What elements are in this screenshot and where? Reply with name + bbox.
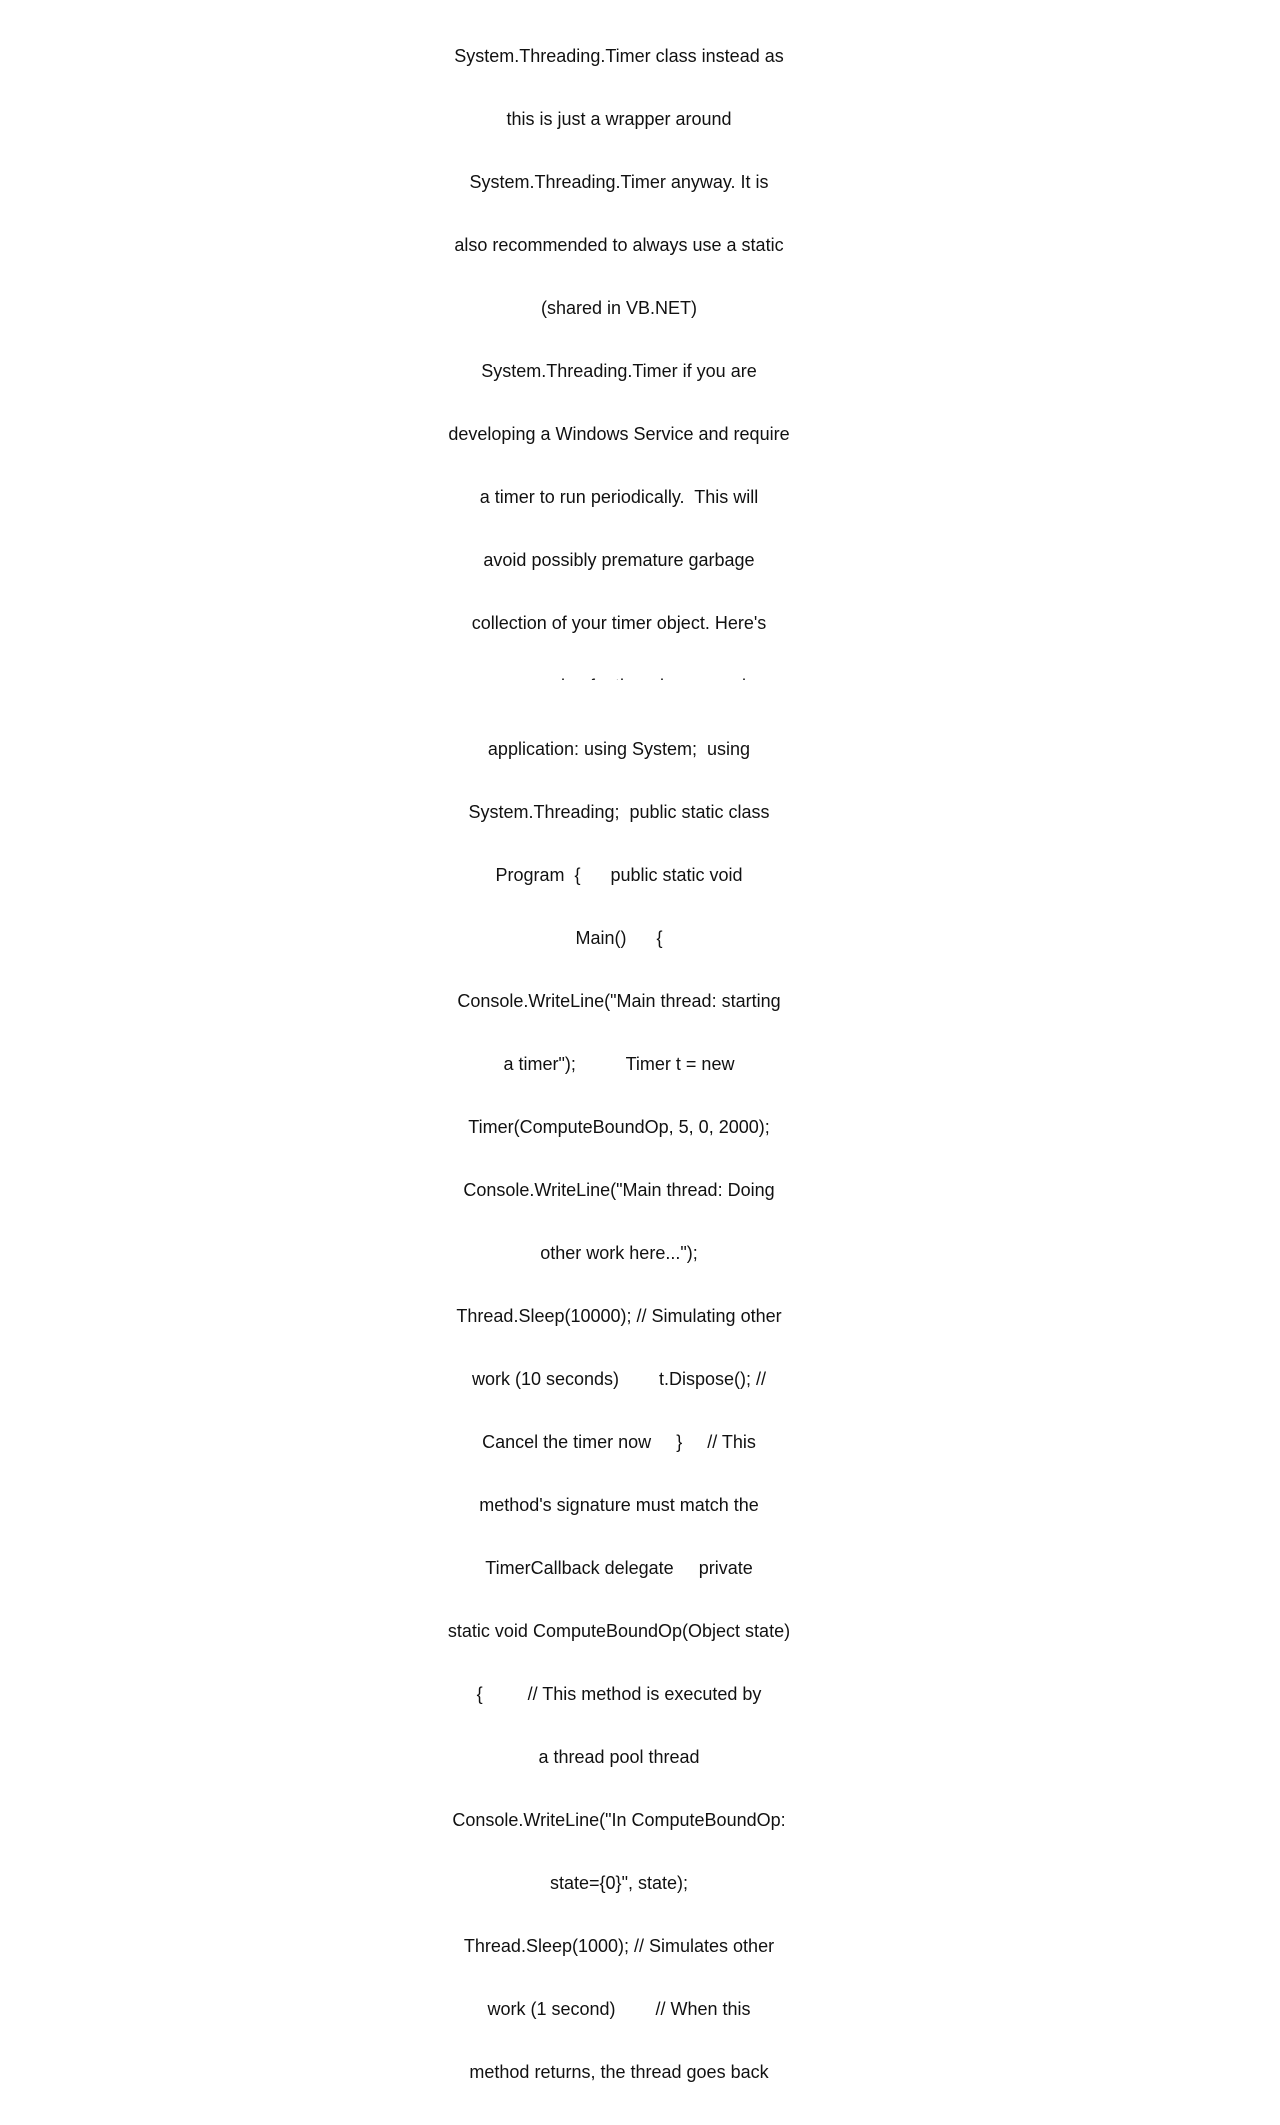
text-line: also recommended to always use a static <box>454 235 784 255</box>
text-line: a timer"); Timer t = new <box>503 1054 735 1074</box>
text-line: { // This method is executed by <box>476 1684 762 1704</box>
text-line: System.Threading.Timer class instead as <box>454 46 784 66</box>
text-line: System.Threading.Timer anyway. It is <box>469 172 769 192</box>
text-line: work (1 second) // When this <box>487 1999 751 2019</box>
text-line: System.Threading.Timer if you are <box>481 361 757 381</box>
text-line: developing a Windows Service and require <box>448 424 790 444</box>
text-line: Console.WriteLine("In ComputeBoundOp: <box>452 1810 786 1830</box>
text-line: TimerCallback delegate private <box>485 1558 753 1578</box>
text-line: work (10 seconds) t.Dispose(); // <box>471 1369 767 1389</box>
text-line: Console.WriteLine("Main thread: starting <box>457 991 781 1011</box>
text-line: static void ComputeBoundOp(Object state) <box>447 1621 791 1641</box>
text-line: System.Threading; public static class <box>468 802 770 822</box>
text-line: Main() { <box>575 928 663 948</box>
blank-bottom-strip <box>0 680 1280 720</box>
document-text-column <box>445 4 793 2125</box>
text-line: a timer to run periodically. This will <box>479 487 759 507</box>
text-line: Program { public static void <box>495 865 743 885</box>
text-line: Timer(ComputeBoundOp, 5, 0, 2000); <box>468 1117 770 1137</box>
text-line: Cancel the timer now } // This <box>482 1432 756 1452</box>
text-line: a thread pool thread <box>538 1747 700 1767</box>
text-line: Console.WriteLine("Main thread: Doing <box>463 1180 775 1200</box>
text-line: method returns, the thread goes back <box>469 2062 769 2082</box>
text-line: avoid possibly premature garbage <box>483 550 755 570</box>
text-line: state={0}", state); <box>550 1873 688 1893</box>
text-line: Thread.Sleep(1000); // Simulates other <box>463 1936 775 1956</box>
text-line: (shared in VB.NET) <box>540 298 698 318</box>
text-line: other work here..."); <box>540 1243 698 1263</box>
text-line: Thread.Sleep(10000); // Simulating other <box>456 1306 782 1326</box>
text-line: method's signature must match the <box>479 1495 759 1515</box>
text-line: collection of your timer object. Here's <box>471 613 767 633</box>
text-line: this is just a wrapper around <box>506 109 732 129</box>
text-line: application: using System; using <box>487 739 751 759</box>
